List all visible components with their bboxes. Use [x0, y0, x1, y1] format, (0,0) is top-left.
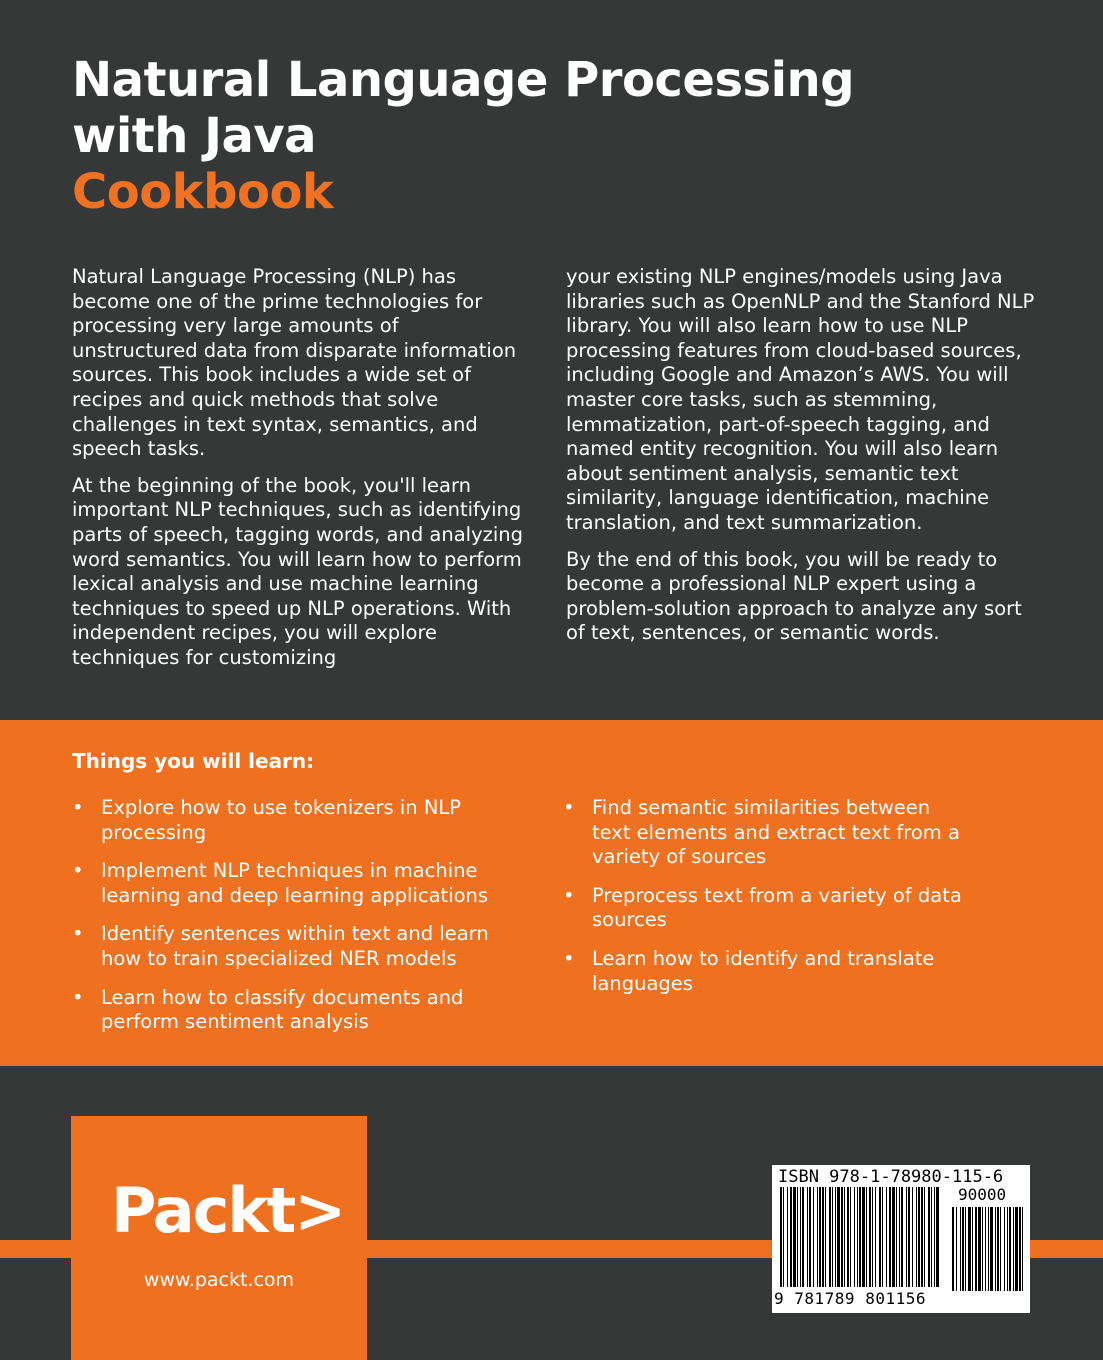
barcode-bar	[869, 1187, 871, 1287]
barcode-bar	[787, 1187, 788, 1287]
barcode-bar	[875, 1187, 876, 1287]
barcode-bar	[850, 1187, 851, 1287]
addon-bar	[1009, 1207, 1011, 1291]
addon-bar	[956, 1207, 957, 1291]
barcode-bar	[862, 1187, 865, 1287]
book-title	[72, 52, 1032, 220]
list-item-text: Find semantic similarities between text elements and extract text from a variety of sources	[592, 796, 960, 869]
description-paragraph: Natural Language Processing (NLP) has become one of the prime technologies for processing very large amounts of unstructured data from disparate information sources. This book includes a wide set of recipes and quick methods that solve challenges in text syntax, semantics, and speech tasks.	[72, 265, 517, 461]
list-item	[72, 986, 512, 1035]
description-paragraph: At the beginning of the book, you'll learn important NLP techniques, such as identifying parts of speech, tagging words, and analyzing word semantics. You will learn how to perform lexical analysis and use machine learning techniques to speed up NLP operations. With independent recipes, you will explore techniques for customizing	[72, 473, 524, 669]
barcode-bar	[857, 1187, 858, 1287]
ean-number: 9 781789 801156	[774, 1289, 926, 1308]
isbn-barcode	[772, 1165, 1030, 1313]
barcode-bar	[899, 1187, 900, 1287]
barcode-bar	[859, 1187, 861, 1287]
barcode-bar	[780, 1187, 782, 1287]
bullet-icon: •	[563, 883, 575, 907]
barcode-bar	[906, 1187, 907, 1287]
barcode-bar	[854, 1187, 855, 1287]
barcode-bar	[889, 1187, 891, 1287]
barcode-bar	[847, 1187, 849, 1287]
description-right-column	[566, 265, 1036, 658]
addon-bar	[997, 1207, 999, 1291]
barcode-bar	[908, 1187, 910, 1287]
barcode-bar	[901, 1187, 903, 1287]
barcode-bar	[809, 1187, 811, 1287]
title-line-1: Natural Language Processing	[72, 52, 855, 108]
addon-bar	[985, 1207, 986, 1291]
barcode-bar	[790, 1187, 792, 1287]
addon-bar	[990, 1207, 993, 1291]
barcode-bar	[822, 1187, 824, 1287]
barcode-bar	[928, 1187, 930, 1287]
addon-bar	[960, 1207, 961, 1291]
description-paragraph: By the end of this book, you will be ready to become a professional NLP expert using a problem-solution approach to analyze any sort of text, sentences, or semantic words.	[566, 547, 1022, 645]
list-item-text: Preprocess text from a variety of data sources	[592, 883, 962, 932]
barcode-bar	[825, 1187, 826, 1287]
addon-bar	[1022, 1207, 1023, 1291]
barcode-bar	[807, 1187, 808, 1287]
addon-bar	[1007, 1207, 1008, 1291]
addon-bar	[962, 1207, 964, 1291]
addon-bar	[1015, 1207, 1018, 1291]
bullet-icon: •	[72, 859, 84, 883]
barcode-bar	[892, 1187, 895, 1287]
barcode-bar	[936, 1187, 939, 1287]
title-accent: Cookbook	[72, 164, 334, 220]
barcode-bar	[841, 1187, 843, 1287]
addon-bar	[1004, 1207, 1005, 1291]
barcode-bar	[793, 1187, 796, 1287]
barcode-bar	[916, 1187, 917, 1287]
barcode-bar	[829, 1187, 831, 1287]
barcode-bar	[918, 1187, 920, 1287]
packt-logo: Packt>	[111, 1174, 345, 1247]
learn-heading: Things you will learn:	[72, 749, 315, 773]
barcode-bar	[844, 1187, 845, 1287]
barcode-bar	[819, 1187, 821, 1287]
price-addon-number: 90000	[958, 1185, 1007, 1204]
addon-bar	[995, 1207, 996, 1291]
title-line-2: with Java	[72, 108, 317, 164]
bullet-icon: •	[72, 922, 84, 946]
barcode-bar	[886, 1187, 887, 1287]
barcode-bar	[866, 1187, 867, 1287]
barcode-bar	[882, 1187, 883, 1287]
bullet-icon: •	[72, 796, 84, 819]
addon-bar	[1019, 1207, 1021, 1291]
barcode-bar	[817, 1187, 818, 1287]
barcode-bar	[931, 1187, 932, 1287]
list-item	[563, 884, 963, 933]
barcode-bar	[813, 1187, 814, 1287]
bullet-icon: •	[563, 796, 575, 819]
list-item-text: Learn how to classify documents and perform sentiment analysis	[101, 985, 464, 1034]
description-left-column	[72, 265, 527, 683]
addon-bar	[988, 1207, 989, 1291]
list-item-text: Identify sentences within text and learn how to train specialized NER models	[101, 922, 489, 970]
bullet-icon: •	[563, 946, 575, 970]
list-item	[72, 859, 512, 908]
barcode-bar	[924, 1187, 925, 1287]
addon-bar	[978, 1207, 981, 1291]
barcode-bar	[896, 1187, 897, 1287]
publisher-logo-box	[71, 1116, 367, 1360]
list-item	[72, 796, 512, 845]
barcode-bar	[837, 1187, 840, 1287]
isbn-text: ISBN 978-1-78980-115-6	[778, 1167, 1004, 1187]
list-item-text: Explore how to use tokenizers in NLP processing	[101, 796, 462, 844]
learn-list-right	[563, 796, 963, 1010]
publisher-url: www.packt.com	[143, 1269, 295, 1291]
barcode-bar	[800, 1187, 801, 1287]
addon-bar	[1013, 1207, 1014, 1291]
addon-bar	[968, 1207, 971, 1291]
barcode-bar	[802, 1187, 804, 1287]
barcode-bar	[783, 1187, 784, 1287]
barcode-bar	[797, 1187, 798, 1287]
barcode-bar	[872, 1187, 873, 1287]
list-item	[563, 947, 963, 996]
list-item-text: Implement NLP techniques in machine learning and deep learning applications	[101, 859, 489, 907]
addon-bar	[982, 1207, 983, 1291]
description-paragraph: your existing NLP engines/models using Java libraries such as OpenNLP and the Stanford NLP library. You will also learn how to use NLP processing features from cloud-based sources, including Google and Amazon’s AWS. You will master core tasks, such as stemming, lemmatization, part-of-speech tagging, and named entity recognition. You will also learn about sentiment analysis, semantic text similarity, language identification, machine translation, and text summarization.	[566, 265, 1035, 534]
addon-bar	[972, 1207, 973, 1291]
learn-list-left	[72, 796, 512, 1049]
addon-bar	[975, 1207, 977, 1291]
list-item-text: Learn how to identify and translate languages	[592, 946, 935, 995]
barcode-bar	[832, 1187, 833, 1287]
list-item	[563, 796, 963, 870]
list-item	[72, 922, 512, 971]
barcode-bar	[934, 1187, 935, 1287]
addon-bar	[965, 1207, 966, 1291]
bullet-icon: •	[72, 985, 84, 1009]
addon-bar	[952, 1207, 954, 1291]
barcode-bar	[879, 1187, 881, 1287]
addon-bar	[1000, 1207, 1001, 1291]
barcode-bar	[835, 1187, 836, 1287]
barcode-bar	[912, 1187, 913, 1287]
barcode-bar	[921, 1187, 923, 1287]
